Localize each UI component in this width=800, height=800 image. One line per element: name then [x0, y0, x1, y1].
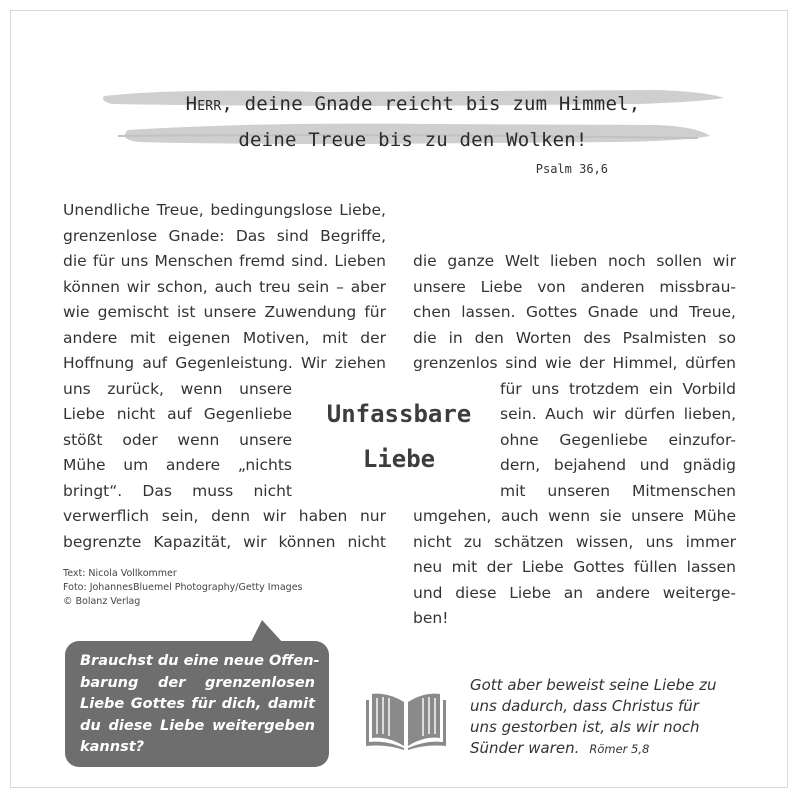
question-text: [80, 651, 320, 759]
left-line: verwerflich sein, denn wir haben nur: [63, 507, 386, 525]
right-line: sein. Auch wir dürfen lieben,: [500, 405, 736, 423]
verse-line2: deine Treue bis zu den Wolken!: [238, 129, 588, 151]
credit-text: Text: Nicola Vollkommer: [63, 568, 177, 579]
left-line: Hoffnung auf Gegenleistung. Wir ziehen: [63, 354, 386, 372]
left-column-top: [63, 198, 386, 377]
question-line: barung der grenzenlosen: [80, 674, 315, 691]
left-line: Mühe um andere „nichts: [63, 456, 292, 474]
question-line: du diese Liebe weitergeben: [80, 717, 315, 734]
right-line: chen lassen. Gottes Gnade und Treue,: [413, 303, 736, 321]
right-column-wrap: [500, 377, 736, 505]
bible-quote: [470, 675, 732, 760]
quote-line: Sünder waren.: [470, 739, 580, 757]
question-line: Brauchst du eine neue Offen-: [80, 653, 320, 669]
quote-line: uns gestorben ist, als wir noch: [470, 718, 700, 736]
left-line: grenzenlose Gnade: Das sind Begriffe,: [63, 226, 386, 245]
quote-line: Gott aber beweist seine Liebe zu: [470, 676, 717, 694]
right-line: mit unseren Mitmenschen: [500, 481, 736, 500]
title-line2: Liebe: [362, 445, 436, 473]
right-column-top: [413, 249, 736, 377]
left-line: bringt“. Das muss nicht: [63, 481, 292, 500]
open-book-icon: [364, 686, 448, 750]
right-line: neu mit der Liebe Gottes füllen lassen: [413, 558, 736, 576]
right-line: nicht zu schätzen wissen, uns immer: [413, 532, 736, 551]
left-line: wie gemischt ist unsere Zuwendung für: [63, 303, 386, 321]
header-verse: [98, 86, 728, 158]
right-line: umgehen, auch wenn sie unsere Mühe: [413, 507, 736, 525]
verse-lord-word: Herr: [185, 93, 222, 115]
left-line: andere mit eigenen Motiven, mit der: [63, 328, 386, 347]
credit-photo: Foto: JohannesBluemel Photography/Getty Images: [63, 582, 303, 593]
left-line: die für uns Menschen fremd sind. Lieben: [63, 252, 386, 270]
title-line1: Unfassbare: [326, 400, 472, 428]
right-column-bottom: [413, 504, 736, 632]
left-line: Unendliche Treue, bedingungslose Liebe,: [63, 201, 386, 219]
credits: [63, 567, 343, 609]
right-line: für uns trotzdem ein Vorbild: [500, 379, 736, 398]
credit-publisher: © Bolanz Verlag: [63, 596, 141, 607]
quote-line: uns dadurch, dass Christus für: [470, 697, 699, 715]
right-line: ohne Gegenliebe einzufor-: [500, 430, 736, 449]
left-line: uns zurück, wenn unsere: [63, 379, 292, 398]
quote-reference: Römer 5,8: [589, 742, 650, 756]
verse-line1: , deine Gnade reicht bis zum Himmel,: [221, 93, 641, 115]
right-line: die ganze Welt lieben noch sollen wir: [413, 252, 736, 270]
left-column-wrap: [63, 377, 292, 505]
left-line: Liebe nicht auf Gegenliebe: [63, 405, 292, 423]
left-line: können wir schon, auch treu sein – aber: [63, 277, 386, 296]
verse-reference: Psalm 36,6: [535, 162, 608, 176]
article-title: [316, 392, 482, 482]
right-line: ben!: [413, 609, 449, 627]
right-line: grenzenlos sind wie der Himmel, dürfen: [413, 354, 736, 372]
left-line: begrenzte Kapazität, wir können nicht: [63, 532, 386, 551]
question-line: kannst?: [80, 739, 145, 755]
question-line: Liebe Gottes für dich, damit: [80, 696, 315, 712]
right-line: dern, bejahend und gnädig: [500, 456, 736, 474]
right-line: die in den Worten des Psalmisten so: [413, 328, 736, 347]
left-column-bottom: [63, 504, 386, 555]
right-line: und diese Liebe an andere weiterge-: [413, 583, 736, 602]
right-line: unsere Liebe von anderen missbrau-: [413, 277, 736, 296]
left-line: stößt oder wenn unsere: [63, 430, 292, 449]
